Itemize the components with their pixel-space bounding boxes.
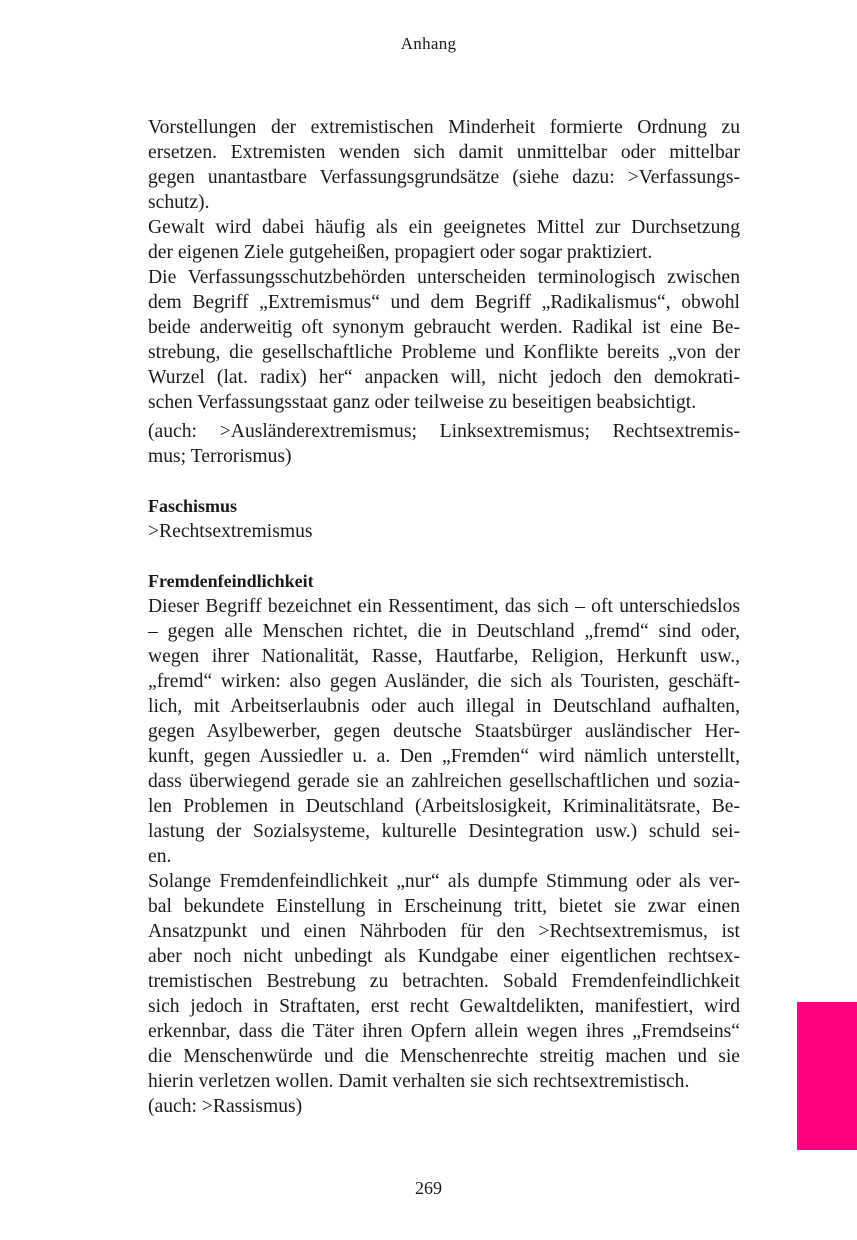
text-line: lastung der Sozialsysteme, kulturelle Desintegration usw.) schuld sei- (148, 821, 740, 842)
text-line: Dieser Begriff bezeichnet ein Ressentiment, das sich – oft unterschiedslos (148, 596, 740, 617)
entry-faschismus (148, 494, 740, 544)
text-line: gegen Asylbewerber, gegen deutsche Staatsbürger ausländischer Her- (148, 721, 740, 742)
text-line: bal bekundete Einstellung in Erscheinung tritt, bietet sie zwar einen (148, 896, 740, 917)
text-line: beide anderweitig oft synonym gebraucht werden. Radikal ist eine Be- (148, 317, 740, 338)
text-line: – gegen alle Menschen richtet, die in Deutschland „fremd“ sind oder, (148, 621, 740, 642)
text-line: die Menschenwürde und die Menschenrechte streitig machen und sie (148, 1046, 740, 1067)
text-line: lich, mit Arbeitserlaubnis oder auch illegal in Deutschland aufhalten, (148, 696, 740, 717)
text-line: dem Begriff „Extremismus“ und dem Begriff „Radikalismus“, obwohl (148, 292, 740, 313)
text-line: Solange Fremdenfeindlichkeit „nur“ als dumpfe Stimmung oder als ver- (148, 871, 740, 892)
cross-reference: >Rechtsextremismus (148, 521, 313, 542)
text-line: Gewalt wird dabei häufig als ein geeignetes Mittel zur Durchsetzung (148, 217, 740, 238)
text-line: aber noch nicht unbedingt als Kundgabe einer eigentlichen rechtsex- (148, 946, 740, 967)
text-line: tremistischen Bestrebung zu betrachten. Sobald Fremdenfeindlichkeit (148, 971, 740, 992)
text-line: „fremd“ wirken: also gegen Ausländer, die sich als Touristen, geschäft- (148, 671, 740, 692)
text-line: en. (148, 846, 172, 867)
text-line: len Problemen in Deutschland (Arbeitslosigkeit, Kriminalitätsrate, Be- (148, 796, 740, 817)
text-line: ersetzen. Extremisten wenden sich damit unmittelbar oder mittelbar (148, 142, 740, 163)
text-line: der eigenen Ziele gutgeheißen, propagiert oder sogar praktiziert. (148, 242, 653, 263)
paragraph-see-also (148, 419, 740, 469)
paragraph-definition (148, 594, 740, 869)
entry-heading: Fremdenfeindlichkeit (148, 571, 314, 591)
text-line: Wurzel (lat. radix) her“ anpacken will, nicht jedoch den demokrati- (148, 367, 740, 388)
thumb-index-tab (797, 1002, 857, 1150)
text-line: hierin verletzen wollen. Damit verhalten sie sich rechtsextremistisch. (148, 1071, 690, 1092)
text-line: (auch: >Ausländerextremismus; Linksextremismus; Rechtsextremis- (148, 421, 740, 442)
page-number: 269 (415, 1178, 442, 1198)
text-line: dass überwiegend gerade sie an zahlreichen gesellschaftlichen und sozia- (148, 771, 740, 792)
text-line: kunft, gegen Aussiedler u. a. Den „Fremden“ wird nämlich unterstellt, (148, 746, 740, 767)
text-line: strebung, die gesellschaftliche Probleme und Konflikte bereits „von der (148, 342, 740, 363)
text-line: schutz). (148, 192, 210, 213)
paragraph-right-extremism (148, 869, 740, 1094)
entry-heading: Faschismus (148, 496, 238, 516)
cross-reference: (auch: >Rassismus) (148, 1096, 303, 1117)
text-line: schen Verfassungsstaat ganz oder teilweise zu beseitigen beabsichtigt. (148, 392, 697, 413)
text-line: wegen ihrer Nationalität, Rasse, Hautfarbe, Religion, Herkunft usw., (148, 646, 740, 667)
page-content (148, 115, 740, 1119)
running-head: Anhang (400, 34, 457, 53)
text-line: Ansatzpunkt und einen Nährboden für den >Rechtsextremismus, ist (148, 921, 740, 942)
paragraph-extremism-definition-end (148, 115, 740, 215)
text-line: erkennbar, dass die Täter ihren Opfern allein wegen ihres „Fremdseins“ (148, 1021, 740, 1042)
paragraph-violence (148, 215, 740, 265)
text-line: mus; Terrorismus) (148, 446, 292, 467)
text-line: Vorstellungen der extremistischen Minderheit formierte Ordnung zu (148, 117, 740, 138)
entry-fremdenfeindlichkeit (148, 569, 740, 1119)
text-line: sich jedoch in Straftaten, erst recht Gewaltdelikten, manifestiert, wird (148, 996, 740, 1017)
paragraph-radicalism (148, 265, 740, 415)
text-line: gegen unantastbare Verfassungsgrundsätze (siehe dazu: >Verfassungs- (148, 167, 740, 188)
text-line: Die Verfassungsschutzbehörden unterscheiden terminologisch zwischen (148, 267, 740, 288)
